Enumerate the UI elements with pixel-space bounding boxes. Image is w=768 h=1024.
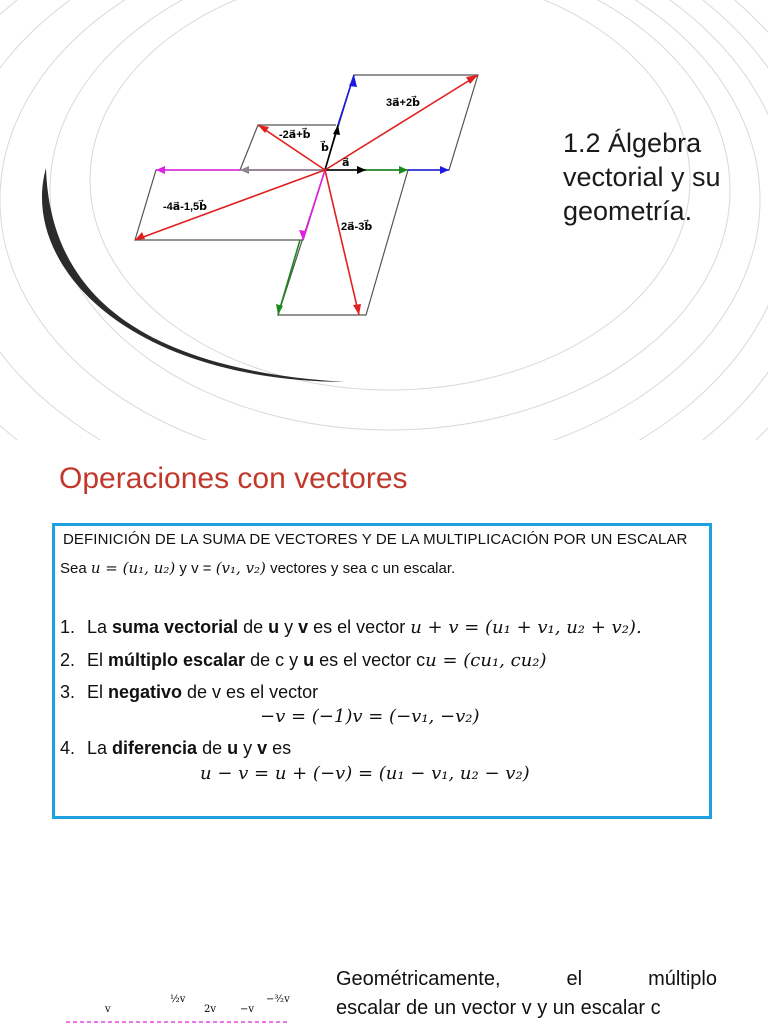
page-title <box>563 126 763 228</box>
item-text: y <box>279 617 299 637</box>
geometry-word: múltiplo <box>648 968 717 990</box>
geometry-line-1 <box>336 965 717 994</box>
vector-green-down <box>278 240 300 315</box>
difference-formula: u − v = u + (−v) = (u₁ − v₁, u₂ − v₂) <box>200 763 530 784</box>
arrowhead <box>333 125 340 135</box>
definition-item-1 <box>60 617 642 638</box>
item-text: es el vector c <box>314 650 426 670</box>
item-term: negativo <box>108 682 183 702</box>
definition-intro <box>60 559 455 577</box>
vector-red-sum <box>325 75 478 170</box>
item-u: u <box>227 738 239 758</box>
item-number: 4. <box>60 738 76 758</box>
arrowhead <box>353 304 361 315</box>
intro-suffix: vectores y sea c un escalar. <box>270 560 456 577</box>
arrowhead <box>276 304 283 315</box>
geometry-paragraph <box>336 965 717 1023</box>
item-u: u <box>268 617 280 637</box>
label-neg4a: -4a⃗-1,5b⃗ <box>163 201 208 213</box>
definition-item-4 <box>60 738 291 759</box>
mini-label-half-v: ½v <box>170 994 186 1005</box>
mini-label-neg-v: −v <box>240 1004 255 1015</box>
intro-u: u = (u₁, u₂) <box>90 559 176 577</box>
mini-label-neg-three-halves-v: −³⁄₂v <box>266 994 290 1005</box>
item-formula: u + v = (u₁ + v₁, u₂ + v₂). <box>410 617 642 638</box>
definition-heading: DEFINICIÓN DE LA SUMA DE VECTORES Y DE LA MULTIPLICACIÓN POR UN ESCALAR <box>63 531 688 548</box>
item-term: diferencia <box>112 738 198 758</box>
intro-prefix: Sea <box>60 560 87 577</box>
scalar-multiple-figure <box>60 980 300 1024</box>
page-title-line: 1.2 Álgebra <box>563 128 702 159</box>
item-text: de v es el vector <box>182 682 319 702</box>
definition-item-3 <box>60 682 318 703</box>
item-text: El <box>87 682 109 702</box>
vector-diagram <box>135 75 478 315</box>
item-number: 2. <box>60 650 76 670</box>
page-title-line: geometría. <box>563 196 693 227</box>
label-diff: 2a⃗-3b⃗ <box>341 221 373 233</box>
item-number: 1. <box>60 617 76 637</box>
arrowhead <box>156 166 165 174</box>
arrowhead <box>357 166 366 174</box>
item-term: múltiplo escalar <box>108 650 246 670</box>
item-text: y <box>238 738 258 758</box>
mini-label-v: v <box>105 1004 111 1015</box>
intro-y: y v = <box>179 560 212 577</box>
item-u: u <box>303 650 315 670</box>
definition-box <box>52 523 712 819</box>
item-text: La <box>87 738 113 758</box>
vector-magenta-down <box>303 170 325 240</box>
label-a: a⃗ <box>342 157 350 169</box>
item-text: es el vector <box>308 617 411 637</box>
parallelogram-diff <box>278 170 408 315</box>
negative-formula: −v = (−1)v = (−v₁, −v₂) <box>260 706 480 727</box>
label-b: b⃗ <box>321 142 329 154</box>
section-title: Operaciones con vectores <box>59 462 408 495</box>
page-title-line: vectorial y su <box>563 162 721 193</box>
arrowhead <box>440 166 449 174</box>
item-number: 3. <box>60 682 76 702</box>
label-sum: 3a⃗+2b⃗ <box>386 97 420 109</box>
vector-red-diff <box>325 170 359 315</box>
item-text: de <box>238 617 269 637</box>
intro-v: (v₁, v₂) <box>215 559 266 577</box>
label-neg2a-b: -2a⃗+b⃗ <box>279 129 311 141</box>
geometry-word: el <box>566 968 583 990</box>
definition-item-2 <box>60 650 547 671</box>
item-formula: u = (cu₁, cu₂) <box>425 650 547 671</box>
item-text: de c y <box>245 650 304 670</box>
item-v: v <box>298 617 309 637</box>
geometry-line-2: escalar de un vector v y un escalar c <box>336 997 661 1019</box>
mini-label-2v: 2v <box>204 1004 217 1015</box>
item-v: v <box>257 738 268 758</box>
geometry-word: Geométricamente, <box>336 968 501 990</box>
item-text: de <box>197 738 228 758</box>
item-text: es <box>267 738 292 758</box>
item-term: suma vectorial <box>112 617 239 637</box>
item-text: La <box>87 617 113 637</box>
item-text: El <box>87 650 109 670</box>
